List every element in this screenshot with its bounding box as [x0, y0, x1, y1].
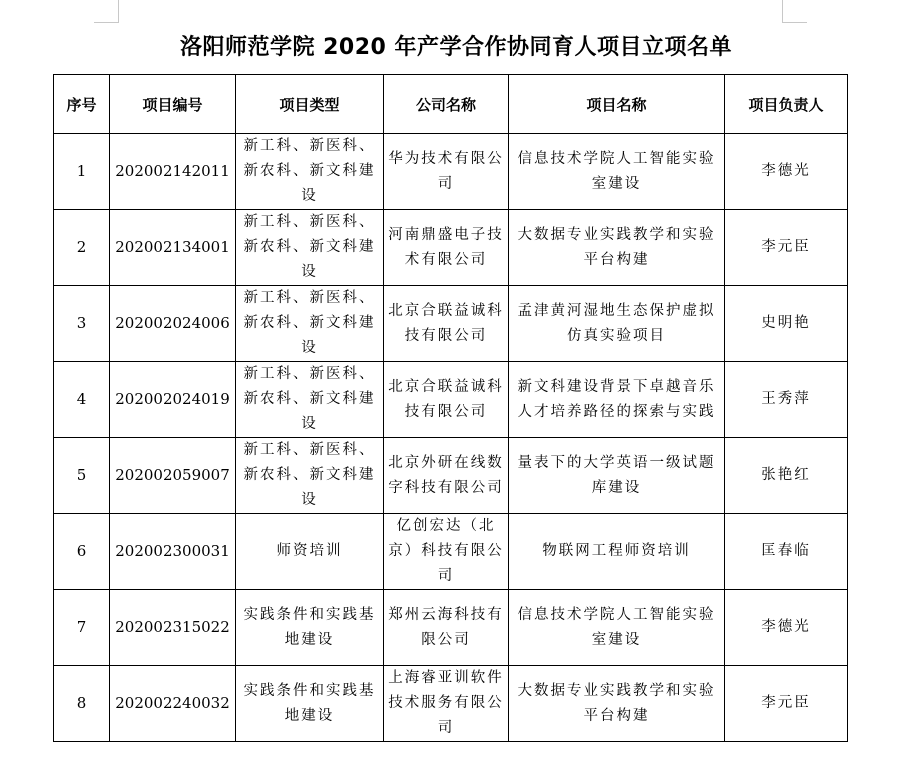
header-project-name: 项目名称	[509, 75, 725, 134]
header-company-name: 公司名称	[384, 75, 509, 134]
cell-company-name: 亿创宏达（北京）科技有限公司	[384, 514, 509, 590]
cell-project-leader: 王秀萍	[725, 362, 848, 438]
cell-project-leader: 李德光	[725, 134, 848, 210]
cell-project-name: 大数据专业实践教学和实验平台构建	[509, 666, 725, 742]
cell-project-type: 新工科、新医科、新农科、新文科建设	[236, 438, 384, 514]
cell-project-code: 202002134001	[110, 210, 236, 286]
cell-project-code: 202002300031	[110, 514, 236, 590]
cell-index: 6	[54, 514, 110, 590]
cell-company-name: 郑州云海科技有限公司	[384, 590, 509, 666]
cell-company-name: 北京外研在线数字科技有限公司	[384, 438, 509, 514]
cell-project-leader: 李元臣	[725, 666, 848, 742]
cell-project-type: 新工科、新医科、新农科、新文科建设	[236, 210, 384, 286]
cell-project-code: 202002240032	[110, 666, 236, 742]
cell-index: 4	[54, 362, 110, 438]
cell-project-name: 大数据专业实践教学和实验平台构建	[509, 210, 725, 286]
crop-mark-top-right	[782, 0, 807, 23]
table-row	[54, 590, 848, 666]
cell-index: 3	[54, 286, 110, 362]
cell-index: 8	[54, 666, 110, 742]
cell-project-type: 新工科、新医科、新农科、新文科建设	[236, 362, 384, 438]
cell-company-name: 华为技术有限公司	[384, 134, 509, 210]
cell-index: 1	[54, 134, 110, 210]
table-row	[54, 438, 848, 514]
header-project-type: 项目类型	[236, 75, 384, 134]
cell-project-type: 新工科、新医科、新农科、新文科建设	[236, 134, 384, 210]
crop-mark-top-left	[94, 0, 119, 23]
table-header-row	[54, 75, 848, 134]
cell-project-type: 师资培训	[236, 514, 384, 590]
cell-company-name: 北京合联益诚科技有限公司	[384, 362, 509, 438]
cell-company-name: 北京合联益诚科技有限公司	[384, 286, 509, 362]
cell-project-leader: 匡春临	[725, 514, 848, 590]
table-row	[54, 666, 848, 742]
cell-project-code: 202002024019	[110, 362, 236, 438]
cell-project-code: 202002142011	[110, 134, 236, 210]
cell-company-name: 上海睿亚训软件技术服务有限公司	[384, 666, 509, 742]
header-project-code: 项目编号	[110, 75, 236, 134]
table-row	[54, 514, 848, 590]
cell-project-leader: 史明艳	[725, 286, 848, 362]
cell-project-type: 实践条件和实践基地建设	[236, 666, 384, 742]
cell-project-name: 信息技术学院人工智能实验室建设	[509, 134, 725, 210]
cell-project-code: 202002024006	[110, 286, 236, 362]
page-title: 洛阳师范学院 2020 年产学合作协同育人项目立项名单	[179, 35, 733, 60]
cell-index: 7	[54, 590, 110, 666]
cell-project-type: 实践条件和实践基地建设	[236, 590, 384, 666]
cell-project-name: 新文科建设背景下卓越音乐人才培养路径的探索与实践	[509, 362, 725, 438]
cell-company-name: 河南鼎盛电子技术有限公司	[384, 210, 509, 286]
cell-project-leader: 李德光	[725, 590, 848, 666]
table-row	[54, 134, 848, 210]
table-row	[54, 362, 848, 438]
table-row	[54, 286, 848, 362]
cell-project-name: 量表下的大学英语一级试题库建设	[509, 438, 725, 514]
cell-index: 5	[54, 438, 110, 514]
cell-project-name: 物联网工程师资培训	[509, 514, 725, 590]
cell-project-leader: 张艳红	[725, 438, 848, 514]
cell-project-code: 202002059007	[110, 438, 236, 514]
cell-project-leader: 李元臣	[725, 210, 848, 286]
cell-index: 2	[54, 210, 110, 286]
cell-project-name: 信息技术学院人工智能实验室建设	[509, 590, 725, 666]
table-row	[54, 210, 848, 286]
cell-project-name: 孟津黄河湿地生态保护虚拟仿真实验项目	[509, 286, 725, 362]
header-project-leader: 项目负责人	[725, 75, 848, 134]
cell-project-type: 新工科、新医科、新农科、新文科建设	[236, 286, 384, 362]
project-table	[53, 74, 848, 742]
cell-project-code: 202002315022	[110, 590, 236, 666]
header-index: 序号	[54, 75, 110, 134]
